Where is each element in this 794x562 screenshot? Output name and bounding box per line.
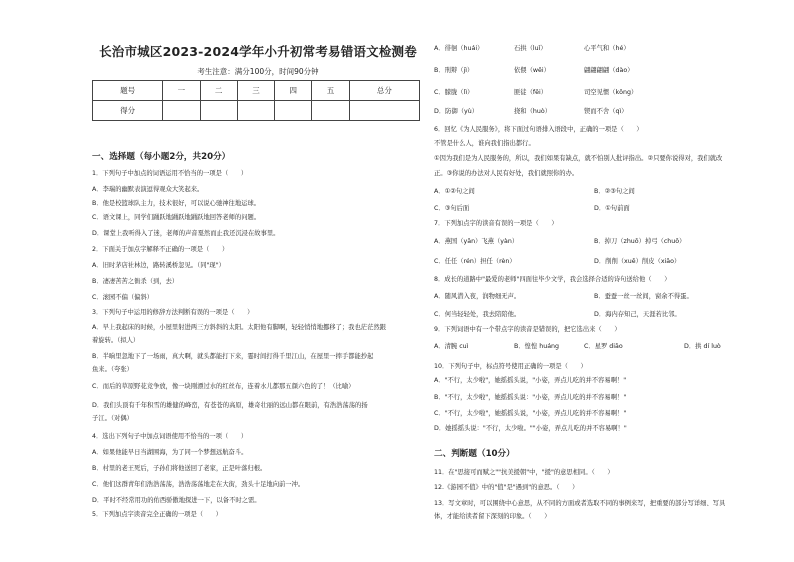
question-line: A．①②句之间 <box>434 188 475 195</box>
question-line: C．滚园不偏（偏斜） <box>92 294 154 301</box>
question-line: B．凄凄苦苦之衙杀（到，去） <box>92 278 179 285</box>
question-line: 4．选出下列句子中加点词语使用不恰当的一项（ ） <box>92 433 248 440</box>
score-cell <box>237 101 274 121</box>
question-line: 鱼来。（夸张） <box>92 366 133 373</box>
question-line: B．村里的老王死后，子孙们将他送回了老家，正是叶落归根。 <box>92 465 267 472</box>
question-line: 6．回忆《为人民服务》，将下面过句语排入语段中，正确的一项是（ ） <box>434 126 643 133</box>
option-item: D．防御（yù） <box>434 108 479 115</box>
question-line: D．拱 dí luò <box>684 343 721 350</box>
score-cell <box>200 101 237 121</box>
question-line: 8．成长的道路中"最爱的老师"四面往毕少文学，我会选择合适的诗句送给他（ ） <box>434 276 671 283</box>
question-line: A．如果他能早日当湖围海，为了同一个梦想远航奋斗。 <box>92 449 248 456</box>
question-line: B．掉刀（zhuō）掉弓（chuō） <box>594 238 686 245</box>
option-item: 锲而不舍（qì） <box>584 108 628 115</box>
option-item: 心平气和（hé） <box>584 45 630 52</box>
question-line: C．"不行，太少啦"，她摇摇头说，"小姿，弄点儿吃的并不容易啊！" <box>434 410 627 417</box>
exam-notice: 考生注意：满分100分，时间90分钟 <box>197 67 319 76</box>
question-line: 3．下列句子中运用的修辞方法判断有误的一项是（ ） <box>92 309 254 316</box>
question-line: B．②③句之间 <box>594 188 635 195</box>
question-line: 不管是什么人，谁向我们指出都行。 <box>434 140 535 147</box>
question-line: 7．下列加点字的读音有误的一项是（ ） <box>434 220 558 227</box>
question-line: 着旋转。（拟人） <box>92 337 140 344</box>
question-line: A．随风潜入夜，润物细无声。 <box>434 293 521 300</box>
option-item: 司空见惯（kōng） <box>584 89 638 96</box>
option-item: 依偎（wēi） <box>514 67 550 74</box>
score-table <box>92 80 420 121</box>
question-line: C．他们这群青年们浩浩荡荡，浩浩荡荡地走在大街，劲头十足地向前一冲。 <box>92 481 305 488</box>
score-table-header-row <box>93 81 420 101</box>
score-header-cell: 总分 <box>349 81 419 101</box>
judge-line: 12.《游园不值》中的"值"是"遇到"的意思。（ ） <box>434 484 579 491</box>
question-line: 10．下列句子中，标点符号使用正确的一项是（ ） <box>434 363 587 370</box>
question-line: 正。③你说的办法对人民有好处，我们就照你的办。 <box>434 170 579 177</box>
score-header-cell: 四 <box>275 81 312 101</box>
question-line: D．她摇摇头说："不行，太少啦。""小姿，弄点儿吃的并不容易啊！" <box>434 425 627 432</box>
question-line: C．任任（rén）担任（rèn） <box>434 258 516 265</box>
score-header-cell: 三 <box>237 81 274 101</box>
question-line: D．平时不经常用功的佑西骄傲地探进一下，以备不时之需。 <box>92 497 261 504</box>
question-line: D．课堂上我听得入了迷，老师的声音戛然而止我还沉浸在故事里。 <box>92 230 280 237</box>
score-header-cell: 一 <box>163 81 200 101</box>
judge-line: 11．在"思接可而赋之""抗美援朝"中，"援"的意思相同。（ ） <box>434 469 614 476</box>
option-item: A．徘徊（huái） <box>434 45 484 52</box>
question-line: A．旧时茅店社林边，路转溪桥忽见。（同"现"） <box>92 262 225 269</box>
question-line: 1．下列句子中加点的词语运用不恰当的一项是（ ） <box>92 170 248 177</box>
option-item: 挠和（huò） <box>514 108 552 115</box>
question-line: B．他是校篮球队主力，技术很好，可以说心驰神往地运球。 <box>92 200 261 207</box>
option-item: C．朦胧（lì） <box>434 89 474 96</box>
question-line: A．燕国（yān）飞燕（yàn） <box>434 238 519 245</box>
question-line: C．星罗 diāo <box>584 343 623 350</box>
question-line: D．海内存知己，天涯若比邻。 <box>594 311 681 318</box>
question-line: C．何当轻轻处，我去陪陪他。 <box>434 311 521 318</box>
judge-line: 体，才能给读者留下深刻的印象。（ ） <box>434 513 551 520</box>
question-line: ①因为我们是为人民服务的，所以，我们如果有缺点，就不怕别人批评指出。②只要你说得对，我们就改 <box>434 155 723 162</box>
question-line: A．李瑞的幽默表演逗得观众大笑起来。 <box>92 186 204 193</box>
question-line: A．早上我起床的时候，小屋里射进两三方斜斜的太阳。太阳他有脚啊，轻轻悄悄地挪移了；我也茫茫然跟 <box>92 324 386 331</box>
question-line: 2．下面关于加点字解释不正确的一项是（ ） <box>92 246 229 253</box>
section-heading-judge: 二、判断题（10分） <box>434 449 515 459</box>
score-header-cell: 二 <box>200 81 237 101</box>
option-item: B．刑辩（jì） <box>434 67 474 74</box>
question-line: C．而后的草原野花竞争放，像一块刚漂过水的红丝布，连着水儿都那五颜六色的了！（比喻） <box>92 383 355 390</box>
score-cell <box>312 101 349 121</box>
section-heading-choice: 一、选择题（每小题2分，共20分） <box>92 152 231 162</box>
judge-line: 13．写文章时，可以围绕中心意思，从不同的方面或者选取不同的事例来写，把重要的部分写详细、写具 <box>434 500 726 507</box>
score-table-score-row <box>93 101 420 121</box>
option-item: 翩翩翩翩（dào） <box>584 67 634 74</box>
score-cell <box>349 101 419 121</box>
score-row-label: 得分 <box>93 101 163 121</box>
question-line: B．半晌里忽地下了一场雨，真大啊，就头都能打下来，霎时间打得千里江山，在屋里一摔手都能抄起 <box>92 353 374 360</box>
exam-title: 长治市城区2023-2024学年小升初常考易错语文检测卷 <box>99 44 417 59</box>
question-line: 9．下列词语中有一个带点字的读音是错误的，把它选出来（ ） <box>434 326 621 333</box>
score-cell <box>163 101 200 121</box>
question-line: B．惶惶 huáng <box>514 343 560 350</box>
question-line: B．蚕蚕一丝一丝间，窗余不得蛋。 <box>594 293 693 300</box>
question-line: D．①句前面 <box>594 205 630 212</box>
score-cell <box>275 101 312 121</box>
question-line: A．"不行，太少啦"，她摇摇头说，"小姿，弄点儿吃的并不容易啊！" <box>434 377 627 384</box>
question-line: C．③句后面 <box>434 205 470 212</box>
option-item: 匪徒（fěi） <box>514 89 548 96</box>
question-line: A．清腕 cuì <box>434 343 469 350</box>
question-line: 5．下列加点字读音完全正确的一项是（ ） <box>92 511 222 518</box>
score-header-cell: 五 <box>312 81 349 101</box>
question-line: D．我们头顶有千年积雪的雄健的峰峦，有苍苍的高原，雄奇壮丽的远山都在眼前，有浩浩荡荡的扬 <box>92 402 368 409</box>
question-line: B．"不行，太少啦"，她摇摇头说："小姿，弄点儿吃的并不容易啊！" <box>434 394 627 401</box>
score-header-cell: 题号 <box>93 81 163 101</box>
question-line: D．削削（xuē）削皮（xiāo） <box>594 258 681 265</box>
question-line: C．语文课上，同学们踊跃地踊跃地踊跃地回答老师的问题。 <box>92 214 261 221</box>
option-item: 石拱（luǐ） <box>514 45 547 52</box>
question-line: 子江。（对偶） <box>92 415 133 422</box>
